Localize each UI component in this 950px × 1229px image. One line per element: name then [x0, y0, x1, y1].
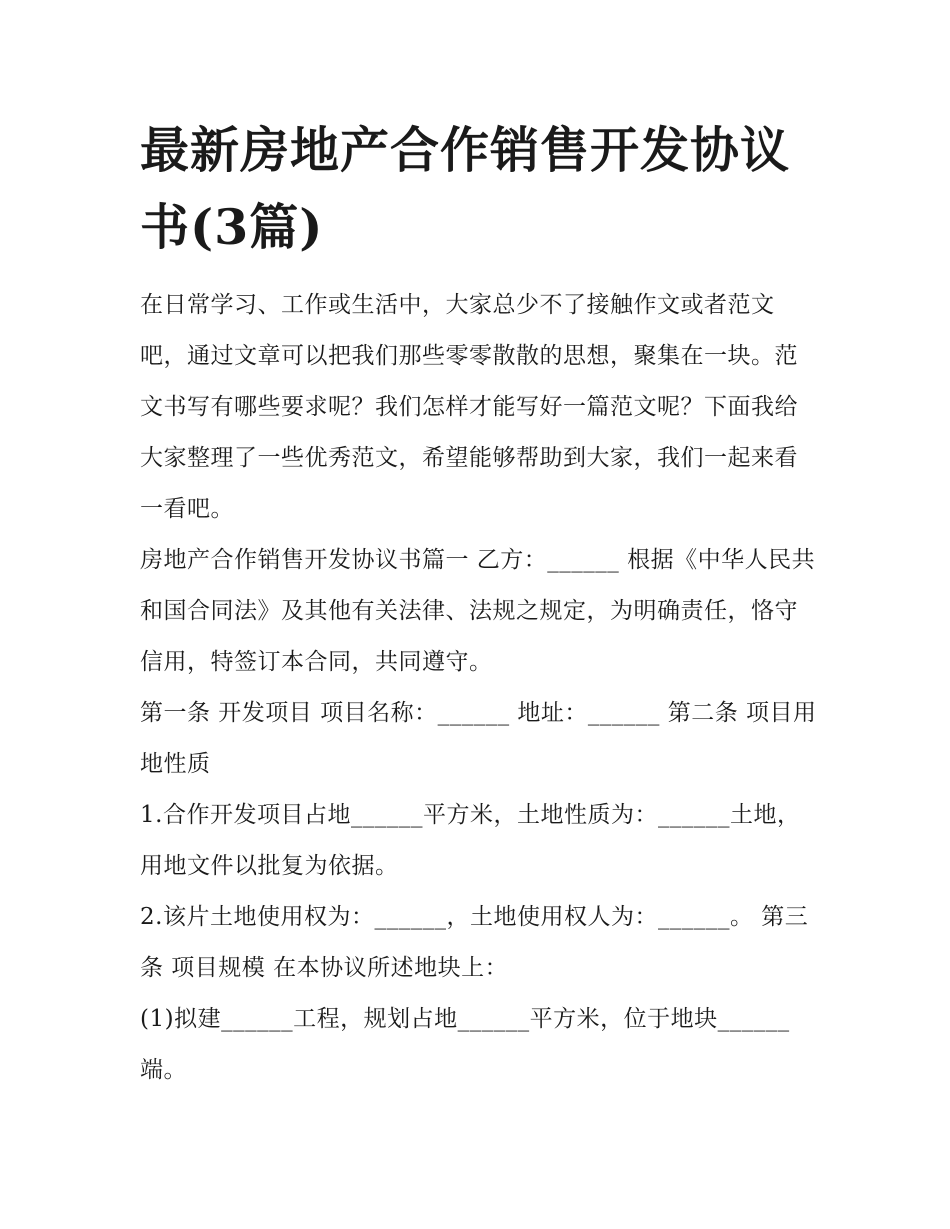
- paragraph-article-one: 第一条 开发项目 项目名称：______ 地址：______ 第二条 项目用地性质: [140, 700, 817, 777]
- paragraph-item-1: 1.合作开发项目占地______平方米，土地性质为：______土地，用地文件以批复为依据。: [140, 802, 801, 879]
- document-title: 最新房地产合作销售开发协议书(3篇): [140, 121, 791, 256]
- paragraph-item-3: (1)拟建______工程，规划占地______平方米，位于地块______端。: [140, 1006, 790, 1083]
- paragraph-intro: 在日常学习、工作或生活中，大家总少不了接触作文或者范文吧，通过文章可以把我们那些零零散散的思想，聚集在一块。范文书写有哪些要求呢？我们怎样才能写好一篇范文呢？下面我给大家整理了一些优秀范文，希望能够帮助到大家，我们一起来看一看吧。: [140, 292, 798, 522]
- document-body: [140, 280, 820, 1096]
- paragraph-agreement-one: 房地产合作销售开发协议书篇一 乙方：______ 根据《中华人民共和国合同法》及其他有关法律、法规之规定，为明确责任，恪守信用，特签订本合同，共同遵守。: [140, 547, 816, 675]
- paragraph-item-2: 2.该片土地使用权为：______，土地使用权人为：______。 第三条 项目规模 在本协议所述地块上：: [140, 904, 809, 981]
